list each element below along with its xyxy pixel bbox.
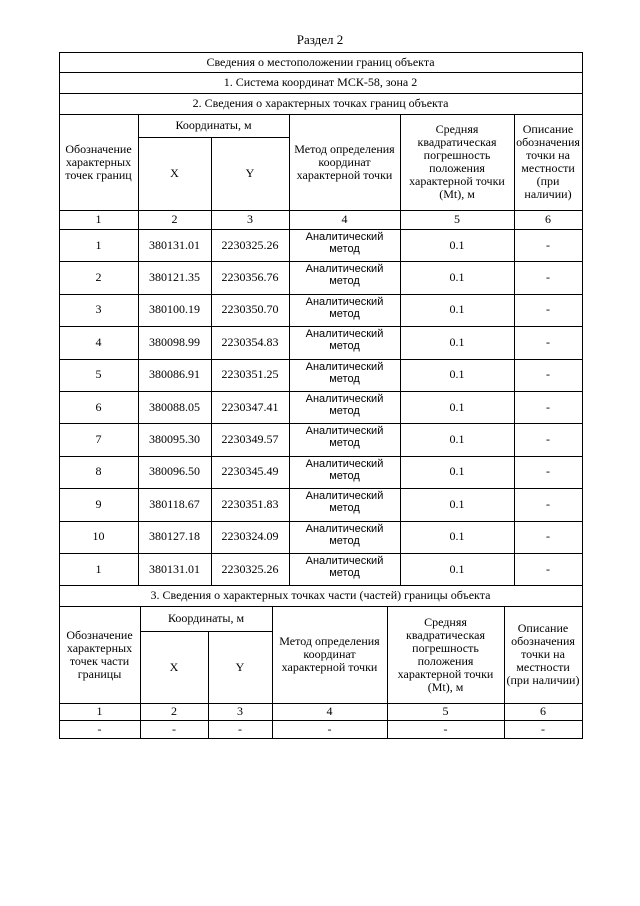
table-cell-x: 380086.91 [149, 367, 200, 382]
table-cell-description: - [546, 561, 550, 576]
table-cell-point: 3 [95, 302, 102, 317]
table-cell-x: 380096.50 [149, 464, 200, 479]
table-cell-method: Аналитический метод [305, 231, 384, 255]
table-rule [514, 114, 515, 586]
table-cell-x: 380127.18 [149, 529, 200, 544]
table-cell-error: 0.1 [449, 561, 465, 576]
table-cell-y: 2230325.26 [221, 561, 279, 576]
header-description: Описание обозначения точки на местности (при наличии) [516, 122, 580, 201]
table-cell-description: - [546, 334, 550, 349]
header-description: Описание обозначения точки на местности (при наличии) [506, 621, 580, 687]
table-cell-description: - [541, 721, 545, 736]
table-rule [138, 114, 139, 586]
table-cell-point: 6 [95, 399, 102, 414]
header-point-designation: Обозначение характерных точек границ [65, 141, 132, 182]
table-cell-y: 2230351.83 [221, 496, 279, 511]
header-error: Средняя квадратическая погрешность положения характерной точки (Mt), м [397, 614, 494, 694]
table-cell-point: 9 [95, 496, 102, 511]
column-number: 5 [454, 212, 460, 226]
table-cell-method: Аналитический метод [305, 393, 384, 417]
column-number: 5 [442, 704, 449, 718]
table-rule [59, 52, 60, 586]
table-cell-method: Аналитический метод [305, 457, 384, 482]
column-number: 3 [247, 212, 253, 226]
table-cell-y: 2230350.70 [221, 302, 279, 317]
table-cell-x: 380121.35 [149, 270, 200, 285]
table-cell-error: 0.1 [449, 334, 465, 349]
table-cell-description: - [546, 464, 550, 479]
table-rule [289, 114, 290, 586]
table-cell-error: 0.1 [449, 367, 465, 382]
table-cell-point: 8 [95, 464, 102, 479]
column-number: 4 [341, 212, 348, 226]
header-method: Метод определения координат характерной точки [279, 634, 380, 674]
column-number: 1 [96, 704, 103, 718]
table-cell-point: 1 [95, 561, 102, 576]
table-cell-y: 2230356.76 [221, 270, 279, 285]
table-cell-y: 2230354.83 [221, 334, 279, 349]
table-cell-x: 380118.67 [149, 496, 200, 511]
column-number: 3 [237, 704, 243, 718]
section-title: Раздел 2 [296, 32, 344, 47]
table-rule [272, 606, 273, 739]
table-cell-x: 380131.01 [149, 561, 200, 576]
table-cell-error: 0.1 [449, 399, 465, 414]
table-cell-error: 0.1 [449, 432, 465, 447]
part-points-title: 3. Сведения о характерных точках части (частей) границы объекта [150, 588, 491, 602]
table-cell-error: 0.1 [449, 237, 465, 252]
column-number: 6 [540, 704, 546, 718]
header-y: Y [245, 166, 255, 180]
column-number: 4 [326, 704, 333, 718]
table-cell-description: - [546, 496, 550, 511]
table-cell-y: - [238, 721, 242, 736]
table-cell-x: - [172, 721, 176, 736]
table-cell-y: 2230349.57 [221, 432, 279, 447]
table-cell-method: Аналитический метод [305, 522, 384, 547]
column-number: 2 [171, 704, 177, 718]
table-cell-error: 0.1 [449, 496, 465, 511]
header-method: Метод определения координат характерной точки [294, 141, 395, 182]
coord-system-label: 1. Система координат МСК-58, зона 2 [223, 75, 418, 89]
table-rule [211, 137, 212, 586]
table-cell-y: 2230325.26 [221, 237, 279, 252]
table-cell-method: - [327, 721, 332, 736]
header-point-designation: Обозначение характерных точек части границы [66, 627, 133, 681]
table-cell-point: 4 [95, 334, 102, 349]
table-cell-method: Аналитический метод [305, 295, 384, 320]
table-rule [208, 631, 209, 739]
table-rule [59, 585, 60, 739]
table-rule [400, 114, 401, 586]
header-x: X [169, 659, 179, 674]
table-cell-description: - [546, 237, 550, 252]
table-cell-method: Аналитический метод [305, 360, 384, 385]
table-cell-description: - [546, 302, 550, 317]
table-title: Сведения о местоположении границ объекта [206, 54, 435, 69]
table-cell-y: 2230324.09 [221, 529, 279, 544]
table-cell-error: 0.1 [449, 270, 465, 285]
table-cell-error: 0.1 [449, 464, 465, 479]
header-y: Y [235, 659, 245, 674]
table-cell-method: Аналитический метод [305, 490, 384, 515]
table-cell-point: 7 [95, 432, 102, 447]
table-cell-description: - [546, 367, 550, 382]
table-cell-point: 1 [95, 237, 102, 252]
column-number: 2 [171, 212, 178, 226]
column-number: 1 [95, 212, 102, 226]
table-cell-point: 5 [95, 367, 102, 382]
table-rule [140, 606, 141, 739]
table-cell-x: 380095.30 [149, 432, 200, 447]
table-cell-x: 380131.01 [149, 237, 200, 252]
table-rule [582, 585, 583, 739]
header-coordinates: Координаты, м [175, 118, 252, 132]
table-cell-y: 2230347.41 [221, 399, 279, 414]
table-cell-x: 380100.19 [149, 302, 200, 317]
table-cell-x: 380088.05 [149, 399, 200, 414]
header-coordinates: Координаты, м [167, 611, 245, 625]
header-error: Средняя квадратическая погрешность положения характерной точки (Mt), м [409, 122, 505, 201]
table-rule [504, 606, 505, 739]
table-cell-method: Аналитический метод [305, 328, 384, 353]
table-cell-method: Аналитический метод [305, 425, 384, 450]
table-cell-description: - [546, 270, 550, 285]
table-cell-description: - [546, 399, 550, 414]
table-cell-method: Аналитический метод [305, 555, 384, 579]
table-cell-error: 0.1 [449, 302, 465, 317]
table-cell-description: - [546, 529, 550, 544]
table-cell-description: - [546, 432, 550, 447]
table-cell-x: 380098.99 [149, 334, 200, 349]
points-section-title: 2. Сведения о характерных точках границ объекта [192, 96, 449, 110]
table-cell-y: 2230351.25 [221, 367, 279, 382]
table-cell-point: - [97, 721, 102, 736]
column-number: 6 [545, 212, 551, 226]
table-cell-point: 10 [92, 529, 105, 544]
table-cell-method: Аналитический метод [305, 263, 384, 288]
table-rule [387, 606, 388, 739]
table-cell-y: 2230345.49 [221, 464, 279, 479]
table-cell-error: - [443, 721, 448, 736]
table-rule [582, 52, 583, 586]
table-cell-error: 0.1 [449, 529, 465, 544]
header-x: X [170, 166, 179, 180]
table-cell-point: 2 [95, 270, 102, 285]
